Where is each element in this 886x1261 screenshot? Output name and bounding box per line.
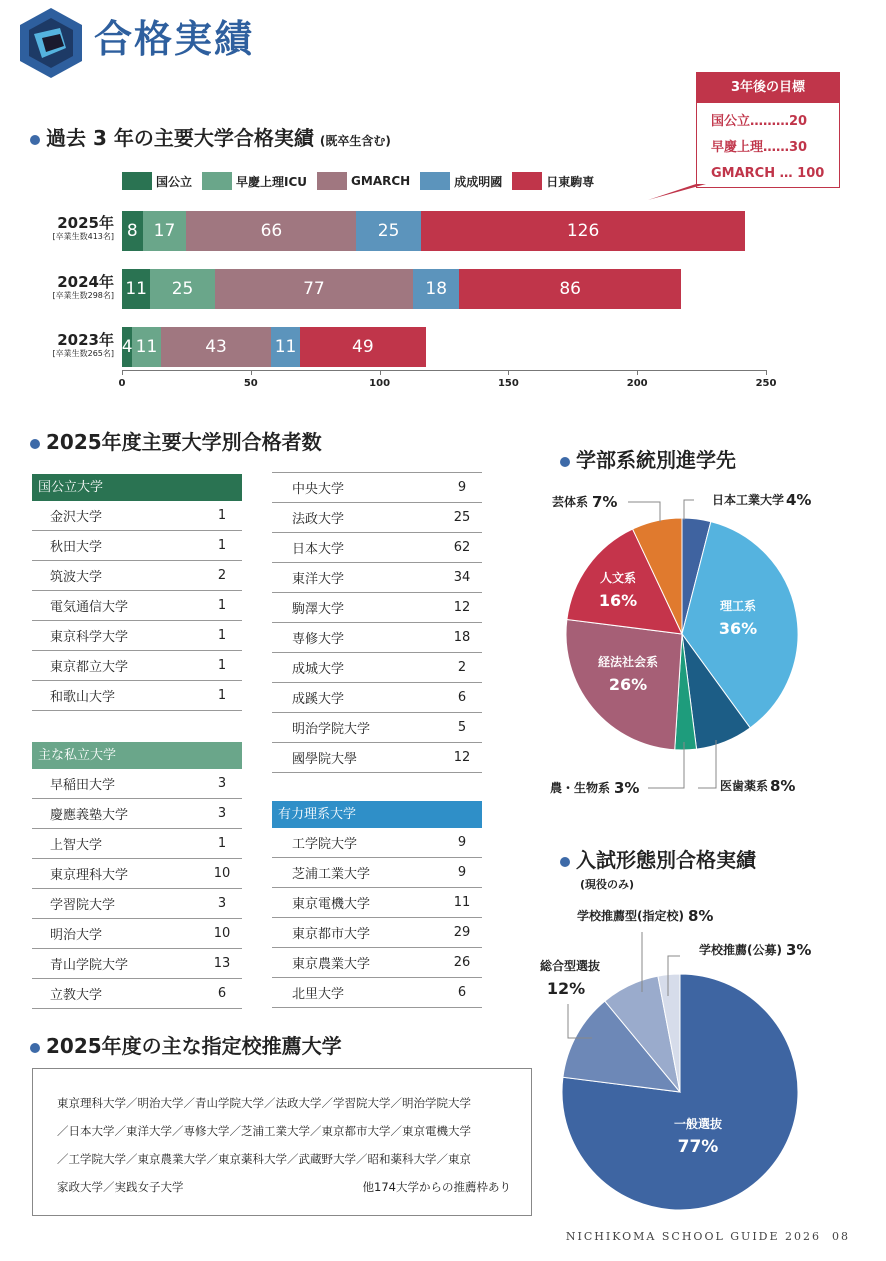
- slice-value: 8%: [770, 777, 796, 795]
- university-name: 和歌山大学: [50, 690, 116, 705]
- x-tick: [122, 370, 123, 375]
- bullet-icon: [560, 857, 570, 867]
- pass-count: 6: [217, 986, 227, 1001]
- target-line: 国公立………20: [711, 114, 808, 129]
- university-name: 金沢大学: [50, 510, 103, 525]
- slice-value: 4%: [786, 491, 812, 509]
- table-row: [32, 591, 242, 621]
- year-label-2025: [28, 214, 114, 242]
- section-heading-recommendation: [30, 1030, 342, 1059]
- pass-count: 1: [217, 628, 227, 643]
- x-tick-label: 100: [369, 378, 391, 389]
- pass-count: 1: [217, 688, 227, 703]
- school-logo-icon: [20, 8, 82, 78]
- university-name: 東京理科大学: [50, 868, 129, 883]
- section-heading-faculty: [560, 444, 736, 473]
- bullet-icon: [560, 457, 570, 467]
- pass-count: 6: [457, 690, 467, 705]
- table-row: [272, 828, 482, 858]
- table-shiritsu: [32, 742, 242, 1009]
- university-name: 早稲田大学: [50, 778, 116, 793]
- pass-count: 3: [217, 776, 227, 791]
- pass-count: 13: [213, 956, 231, 971]
- table-row: [32, 859, 242, 889]
- university-name: 法政大学: [292, 512, 345, 527]
- section-title: 過去 3 年の主要大学合格実績: [46, 126, 314, 150]
- table-header: 有力理系大学: [272, 801, 482, 828]
- table-row: [32, 949, 242, 979]
- table-row: [272, 858, 482, 888]
- recommendation-box: [32, 1068, 532, 1216]
- bar-segment: 11: [271, 327, 299, 367]
- university-name: 電気通信大学: [50, 600, 129, 615]
- pass-count: 1: [217, 836, 227, 851]
- pass-count: 25: [453, 510, 471, 525]
- recommendation-line: 東京理科大学／明治大学／青山学院大学／法政大学／学習院大学／明治学院大学: [57, 1096, 471, 1110]
- university-name: 明治学院大学: [292, 722, 371, 737]
- recommendation-line: ／工学院大学／東京農業大学／東京薬科大学／武蔵野大学／昭和薬科大学／東京: [57, 1152, 471, 1166]
- target-header: 3年後の目標: [697, 73, 839, 103]
- table-rikou: [272, 801, 482, 1008]
- university-name: 秋田大学: [50, 540, 103, 555]
- slice-label: 学校推薦型(指定校): [577, 909, 684, 923]
- legend-swatch: [122, 172, 152, 190]
- table-row: [32, 531, 242, 561]
- table-row: [32, 799, 242, 829]
- bar-segment: 25: [356, 211, 420, 251]
- bar-segment: 49: [300, 327, 426, 367]
- legend-label: 国公立: [156, 174, 193, 189]
- slice-value: 7%: [592, 493, 618, 511]
- slice-value: 77%: [677, 1137, 719, 1157]
- leader-line: [684, 500, 694, 520]
- university-name: 東京科学大学: [50, 630, 129, 645]
- university-name: 日本大学: [292, 542, 345, 557]
- bar-segment: 18: [413, 269, 459, 309]
- slice-label: 日本工業大学: [711, 493, 784, 507]
- pass-count: 10: [213, 926, 231, 941]
- leader-line: [628, 502, 660, 522]
- pass-count: 62: [453, 540, 471, 555]
- bar-segment: 17: [143, 211, 187, 251]
- bar-row-2025: [122, 211, 745, 251]
- university-name: 上智大学: [50, 838, 103, 853]
- pass-count: 1: [217, 508, 227, 523]
- section-title: 2025年度の主な指定校推薦大学: [46, 1034, 342, 1058]
- table-row: [272, 683, 482, 713]
- table-row: [32, 681, 242, 711]
- year-label-2023: [28, 331, 114, 359]
- university-name: 東京都市大学: [292, 927, 371, 942]
- university-name: 芝浦工業大学: [292, 867, 371, 882]
- x-tick-label: 0: [118, 378, 126, 389]
- slice-value: 3%: [786, 941, 812, 959]
- university-name: 駒澤大学: [292, 602, 345, 617]
- table-row: [272, 503, 482, 533]
- x-tick: [508, 370, 509, 375]
- slice-value: 36%: [718, 619, 758, 638]
- bullet-icon: [30, 135, 40, 145]
- slice-label: 総合型選抜: [539, 959, 601, 973]
- slice-label: 経法社会系: [597, 655, 659, 669]
- university-name: 東京都立大学: [50, 660, 129, 675]
- pass-count: 1: [217, 538, 227, 553]
- pass-count: 1: [217, 658, 227, 673]
- year-text: 2024年: [57, 273, 114, 291]
- bar-row-2023: [122, 327, 426, 367]
- legend-label: 日東駒専: [546, 174, 595, 189]
- legend-label: GMARCH: [351, 174, 411, 188]
- pass-count: 34: [453, 570, 471, 585]
- section-heading-exam-type: [560, 844, 756, 873]
- graduates-note: [卒業生数413名]: [52, 232, 114, 241]
- graduates-note: [卒業生数298名]: [52, 291, 114, 300]
- slice-label: 医歯薬系: [719, 779, 768, 793]
- faculty-pie-chart: [520, 480, 886, 810]
- x-tick-label: 50: [243, 378, 258, 389]
- university-name: 成城大学: [292, 662, 345, 677]
- slice-label: 理工系: [719, 599, 757, 613]
- target-line: GMARCH … 100: [711, 166, 825, 181]
- legend-item: [202, 172, 307, 190]
- legend-label: 成成明國: [454, 174, 503, 189]
- university-name: 工学院大学: [292, 837, 358, 852]
- table-row: [32, 919, 242, 949]
- exam-type-pie-chart: [520, 900, 886, 1220]
- pass-count: 2: [217, 568, 227, 583]
- pass-count: 1: [217, 598, 227, 613]
- table-row: [32, 829, 242, 859]
- x-tick-label: 250: [755, 378, 777, 389]
- bar-segment: 11: [122, 269, 150, 309]
- section-title: 2025年度主要大学別合格者数: [46, 430, 322, 454]
- university-name: 筑波大学: [50, 570, 103, 585]
- page-title: 合格実績: [94, 17, 255, 61]
- recommendation-note: 他174大学からの推薦枠あり: [362, 1180, 511, 1194]
- table-row: [272, 593, 482, 623]
- section-title: 入試形態別合格実績: [576, 848, 756, 872]
- bar-segment: 8: [122, 211, 143, 251]
- pass-count: 29: [453, 925, 471, 940]
- pass-count: 3: [217, 896, 227, 911]
- table-kokukoritsu: [32, 474, 242, 711]
- legend-item: [317, 172, 410, 190]
- table-row: [272, 948, 482, 978]
- slice-label: 一般選抜: [673, 1117, 723, 1131]
- bar-row-2024: [122, 269, 681, 309]
- slice-label: 芸体系: [551, 495, 588, 509]
- year-text: 2025年: [57, 214, 114, 232]
- slice-value: 8%: [688, 907, 714, 925]
- bullet-icon: [30, 439, 40, 449]
- recommendation-line: ／日本大学／東洋大学／専修大学／芝浦工業大学／東京都市大学／東京電機大学: [57, 1124, 471, 1138]
- target-pointer-icon: [646, 184, 706, 204]
- university-name: 東洋大学: [292, 572, 345, 587]
- university-name: 立教大学: [50, 988, 103, 1003]
- bar-segment: 77: [215, 269, 413, 309]
- table-row: [272, 713, 482, 743]
- pass-count: 10: [213, 866, 231, 881]
- table-row: [272, 623, 482, 653]
- recommendation-line: 家政大学／実践女子大学: [57, 1180, 184, 1194]
- table-private-continued: [272, 472, 482, 773]
- university-name: 慶應義塾大学: [50, 808, 129, 823]
- table-header: 主な私立大学: [32, 742, 242, 769]
- section-subtitle: (現役のみ): [580, 878, 635, 891]
- page-footer: [566, 1230, 850, 1243]
- table-row: [272, 888, 482, 918]
- legend-label: 早慶上理ICU: [236, 174, 308, 189]
- university-name: 成蹊大学: [292, 692, 345, 707]
- graduates-note: [卒業生数265名]: [52, 349, 114, 358]
- university-name: 明治大学: [50, 928, 103, 943]
- table-row: [32, 979, 242, 1009]
- footer-text: NICHIKOMA SCHOOL GUIDE 2026: [565, 1230, 821, 1243]
- table-row: [272, 918, 482, 948]
- table-row: [272, 563, 482, 593]
- year-text: 2023年: [57, 331, 114, 349]
- pass-count: 9: [457, 835, 467, 850]
- table-header: 国公立大学: [32, 474, 242, 501]
- section-heading-past-results: [30, 122, 391, 151]
- pass-count: 26: [453, 955, 471, 970]
- x-axis: [122, 370, 766, 371]
- x-tick: [766, 370, 767, 375]
- legend-swatch: [317, 172, 347, 190]
- legend-item: [420, 172, 502, 190]
- table-row: [272, 473, 482, 503]
- legend-item: [512, 172, 594, 190]
- university-name: 学習院大学: [50, 898, 116, 913]
- x-tick-label: 150: [497, 378, 519, 389]
- university-name: 北里大学: [292, 987, 345, 1002]
- table-row: [32, 621, 242, 651]
- bar-segment: 11: [132, 327, 160, 367]
- bar-segment: 86: [459, 269, 681, 309]
- pass-count: 6: [457, 985, 467, 1000]
- bar-segment: 25: [150, 269, 214, 309]
- legend-swatch: [202, 172, 232, 190]
- table-row: [272, 743, 482, 773]
- slice-value: 3%: [614, 779, 640, 797]
- year-label-2024: [28, 273, 114, 301]
- section-subtitle: (既卒生含む): [319, 134, 391, 148]
- university-name: 東京農業大学: [292, 957, 371, 972]
- table-row: [32, 651, 242, 681]
- table-row: [272, 533, 482, 563]
- bar-segment: 43: [161, 327, 272, 367]
- slice-value: 16%: [598, 591, 638, 610]
- target-box: [696, 72, 840, 188]
- legend-swatch: [420, 172, 450, 190]
- table-row: [32, 889, 242, 919]
- pass-count: 18: [453, 630, 471, 645]
- university-name: 國學院大學: [292, 752, 358, 767]
- legend-swatch: [512, 172, 542, 190]
- slice-value: 26%: [608, 675, 648, 694]
- slice-value: 12%: [546, 979, 586, 998]
- bar-segment: 126: [421, 211, 746, 251]
- bar-segment: 4: [122, 327, 132, 367]
- chart-legend: [122, 172, 594, 190]
- university-name: 中央大学: [292, 482, 345, 497]
- legend-item: [122, 172, 192, 190]
- bar-segment: 66: [186, 211, 356, 251]
- section-heading-2025-results: [30, 426, 322, 455]
- pass-count: 2: [457, 660, 467, 675]
- table-row: [32, 501, 242, 531]
- pass-count: 12: [453, 600, 471, 615]
- x-tick: [380, 370, 381, 375]
- pass-count: 9: [457, 865, 467, 880]
- table-row: [272, 978, 482, 1008]
- slice-label: 学校推薦(公募): [699, 943, 782, 957]
- page-number: 08: [832, 1230, 850, 1243]
- university-name: 青山学院大学: [50, 958, 129, 973]
- section-title: 学部系統別進学先: [576, 448, 736, 472]
- pass-count: 3: [217, 806, 227, 821]
- pass-count: 12: [453, 750, 471, 765]
- pass-count: 11: [453, 895, 471, 910]
- table-row: [32, 769, 242, 799]
- university-name: 専修大学: [292, 632, 345, 647]
- slice-label: 人文系: [599, 571, 637, 585]
- pass-count: 9: [457, 480, 467, 495]
- table-row: [272, 653, 482, 683]
- university-name: 東京電機大学: [292, 897, 371, 912]
- bullet-icon: [30, 1043, 40, 1053]
- target-line: 早慶上理……30: [711, 140, 808, 155]
- pass-count: 5: [457, 720, 467, 735]
- x-tick: [251, 370, 252, 375]
- table-row: [32, 561, 242, 591]
- x-tick-label: 200: [626, 378, 648, 389]
- slice-label: 農・生物系: [549, 781, 610, 795]
- x-tick: [637, 370, 638, 375]
